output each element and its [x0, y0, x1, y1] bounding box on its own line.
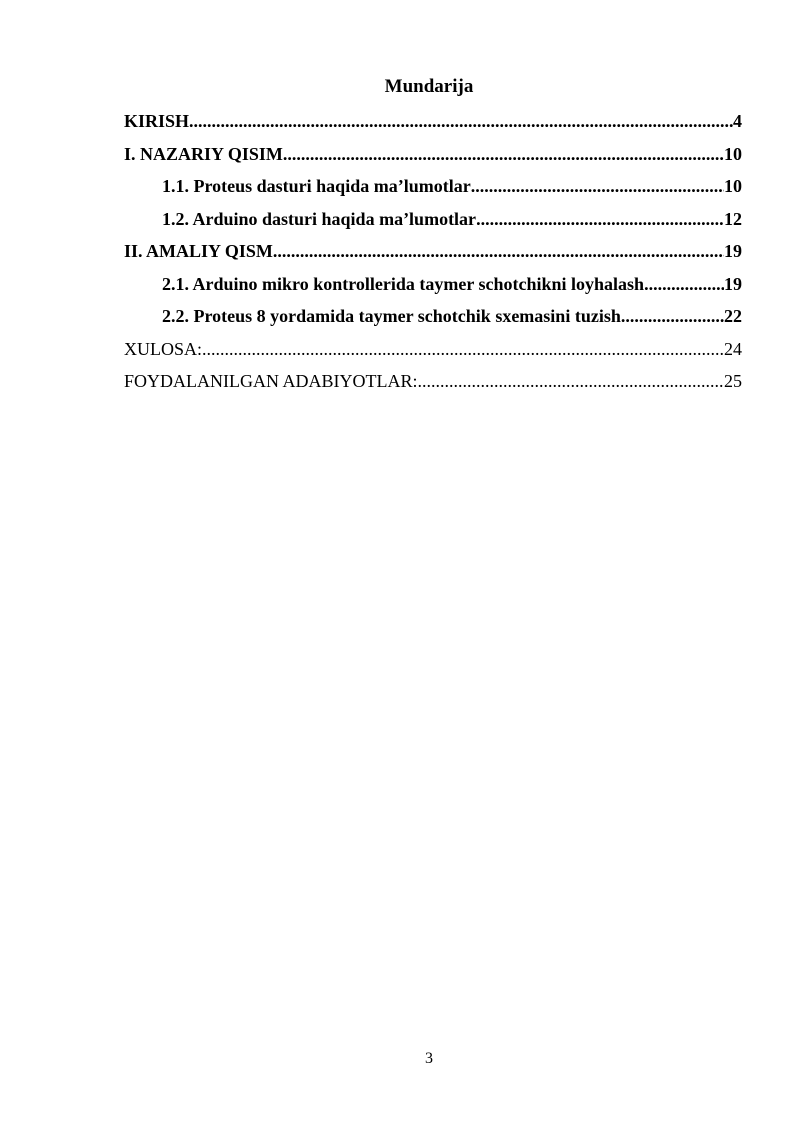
toc-entry-amaliy-qism[interactable]	[124, 239, 742, 272]
toc-title: Mundarija	[384, 76, 474, 97]
toc-entry-text: FOYDALANILGAN ADABIYOTLAR:	[124, 371, 418, 391]
toc-entry-kirish[interactable]	[124, 109, 742, 142]
toc-entry-page: 10	[724, 176, 742, 196]
toc-entry-taymer-loyhalash[interactable]	[124, 272, 742, 305]
toc-dot-leader	[476, 207, 724, 231]
toc-entry-text: 2.2. Proteus 8 yordamida taymer schotchik sxemasini tuzish	[162, 306, 621, 326]
toc-entry-page: 4	[733, 111, 742, 131]
toc-dot-leader	[189, 109, 733, 133]
toc-entry-page: 19	[724, 273, 742, 294]
toc-entry-text: XULOSA:	[124, 338, 203, 359]
toc-entry-page: 12	[724, 208, 742, 229]
toc-entry-text: KIRISH	[124, 111, 190, 131]
toc-entry-page: 24	[724, 338, 742, 359]
toc-dot-leader	[273, 239, 724, 263]
toc-entry-text: 1.2. Arduino dasturi haqida ma’lumotlar	[162, 208, 477, 229]
toc-entry-proteus[interactable]	[124, 174, 742, 207]
page-number: 3	[425, 1050, 433, 1067]
toc-entry-text: 1.1. Proteus dasturi haqida ma’lumotlar	[162, 176, 471, 196]
toc-entry-page: 22	[724, 306, 742, 326]
toc-entry-text: 2.1. Arduino mikro kontrollerida taymer schotchikni loyhalash	[162, 273, 645, 294]
toc-entry-text: I. NAZARIY QISIM	[124, 143, 283, 164]
toc-entry-nazariy-qisim[interactable]	[124, 142, 742, 175]
toc-dot-leader	[471, 174, 724, 198]
toc-entry-adabiyotlar[interactable]	[124, 369, 742, 402]
toc-entry-page: 10	[724, 143, 742, 164]
toc-entry-xulosa[interactable]	[124, 337, 742, 370]
toc-dot-leader	[644, 272, 724, 296]
toc-entry-arduino[interactable]	[124, 207, 742, 240]
table-of-contents	[124, 109, 742, 402]
toc-entry-sxema-tuzish[interactable]	[124, 304, 742, 337]
toc-dot-leader	[417, 369, 724, 393]
toc-entry-page: 25	[724, 371, 742, 391]
toc-entry-page: 19	[724, 241, 742, 261]
toc-dot-leader	[283, 142, 724, 166]
toc-dot-leader	[621, 304, 724, 328]
toc-dot-leader	[202, 337, 724, 361]
toc-entry-text: II. AMALIY QISM	[124, 241, 273, 261]
